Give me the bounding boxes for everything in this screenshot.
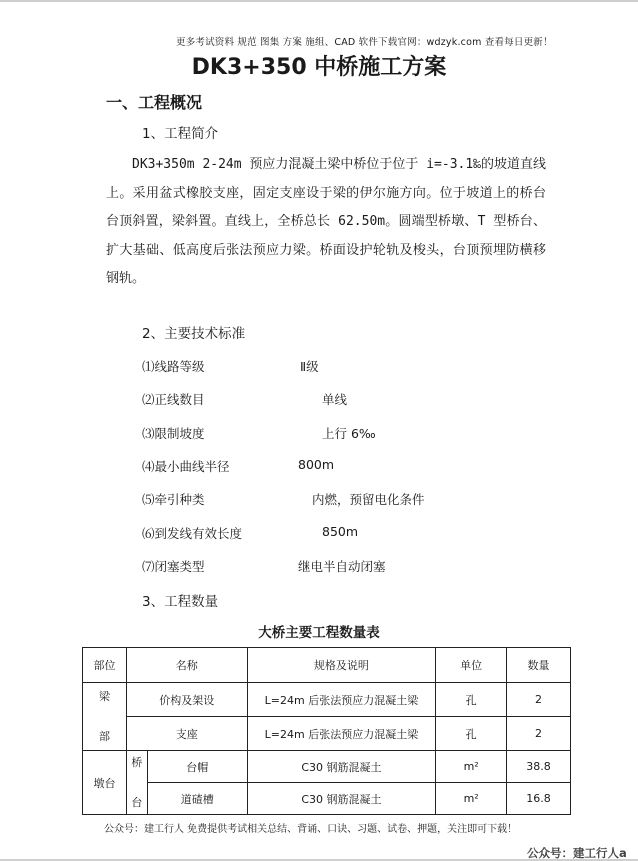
- page-title: DK3+350 中桥施工方案: [191, 55, 447, 80]
- table-row: [83, 751, 571, 783]
- group-sublabel-abutment-bottom: 台: [131, 795, 143, 809]
- group-label-beam: [83, 683, 127, 751]
- cell-name: 支座: [126, 717, 247, 751]
- cell-name: 道碴槽: [147, 783, 247, 815]
- group-label-pier: 墩台: [83, 751, 127, 815]
- cell-spec: L=24m 后张法预应力混凝土梁: [247, 717, 436, 751]
- table-header-row: [83, 648, 571, 683]
- spec-label-line-class: ⑴线路等级: [142, 359, 205, 374]
- group-sublabel-abutment: [126, 751, 147, 815]
- cell-spec: C30 钢筋混凝土: [247, 783, 436, 815]
- header-note: 更多考试资料 规范 图集 方案 施组、CAD 软件下载官网：wdzyk.com 查看每日更新！: [176, 37, 553, 48]
- cell-spec: C30 钢筋混凝土: [247, 751, 436, 783]
- cell-unit: 孔: [436, 683, 507, 717]
- page-top-edge: [0, 0, 638, 2]
- col-header-name: 名称: [126, 648, 247, 683]
- watermark: 公众号：建工行人a: [527, 846, 627, 860]
- cell-unit: m²: [436, 783, 507, 815]
- spec-value-siding-length: 850m: [322, 524, 359, 539]
- intro-paragraph: [106, 151, 546, 294]
- spec-label-block-type: ⑺闭塞类型: [142, 559, 205, 574]
- spec-value-main-lines: 单线: [322, 392, 348, 407]
- group-label-beam-bottom: 部: [98, 729, 110, 743]
- cell-spec: L=24m 后张法预应力混凝土梁: [247, 683, 436, 717]
- subsection-heading-quantities: 3、工程数量: [142, 594, 219, 610]
- cell-qty: 2: [507, 717, 571, 751]
- cell-unit: 孔: [436, 717, 507, 751]
- subsection-heading-standards: 2、主要技术标准: [142, 326, 246, 342]
- cell-qty: 2: [507, 683, 571, 717]
- col-header-unit: 单位: [436, 648, 507, 683]
- group-sublabel-abutment-top: 桥: [131, 755, 143, 769]
- cell-qty: 38.8: [507, 751, 571, 783]
- spec-label-main-lines: ⑵正线数目: [142, 392, 205, 407]
- table-row: [83, 683, 571, 717]
- quantity-table: [82, 647, 571, 815]
- table-row: [83, 717, 571, 751]
- spec-value-traction-type: 内燃，预留电化条件: [312, 492, 425, 507]
- intro-paragraph-text: DK3+350m 2-24m 预应力混凝土梁中桥位于位于 i=-3.1‰的坡道直线上。采用盆式橡胶支座，固定支座设于梁的伊尔施方向。位于坡道上的桥台台顶斜置，梁斜置。直线上，全桥总长 62.50m。圆端型桥墩、T 型桥台、扩大基础、低高度后张法预应力梁。桥面设护轮轨及梭头，台顶预埋防横移钢轨。: [106, 157, 547, 287]
- spec-value-min-curve-radius: 800m: [298, 457, 335, 472]
- cell-name: 价构及架设: [126, 683, 247, 717]
- spec-label-ruling-grade: ⑶限制坡度: [142, 426, 205, 441]
- spec-label-traction-type: ⑸牵引种类: [142, 492, 205, 507]
- col-header-spec: 规格及说明: [247, 648, 436, 683]
- subsection-heading-intro: 1、工程简介: [142, 126, 219, 142]
- cell-unit: m²: [436, 751, 507, 783]
- cell-name: 台帽: [147, 751, 247, 783]
- col-header-part: 部位: [83, 648, 127, 683]
- spec-label-min-curve-radius: ⑷最小曲线半径: [142, 459, 230, 474]
- table-row: [83, 783, 571, 815]
- section-heading-overview: 一、工程概况: [106, 93, 203, 112]
- spec-label-siding-length: ⑹到发线有效长度: [142, 526, 243, 541]
- table-title: 大桥主要工程数量表: [258, 625, 380, 641]
- group-label-beam-top: 梁: [98, 689, 110, 703]
- col-header-qty: 数量: [507, 648, 571, 683]
- spec-value-ruling-grade: 上行 6‰: [322, 426, 376, 441]
- cell-qty: 16.8: [507, 783, 571, 815]
- spec-value-line-class: Ⅱ级: [300, 359, 319, 374]
- footer-note: 公众号：建工行人 免费提供考试相关总结、背诵、口诀、习题、试卷、押题，关注即可下载！: [104, 824, 518, 835]
- spec-value-block-type: 继电半自动闭塞: [298, 559, 386, 574]
